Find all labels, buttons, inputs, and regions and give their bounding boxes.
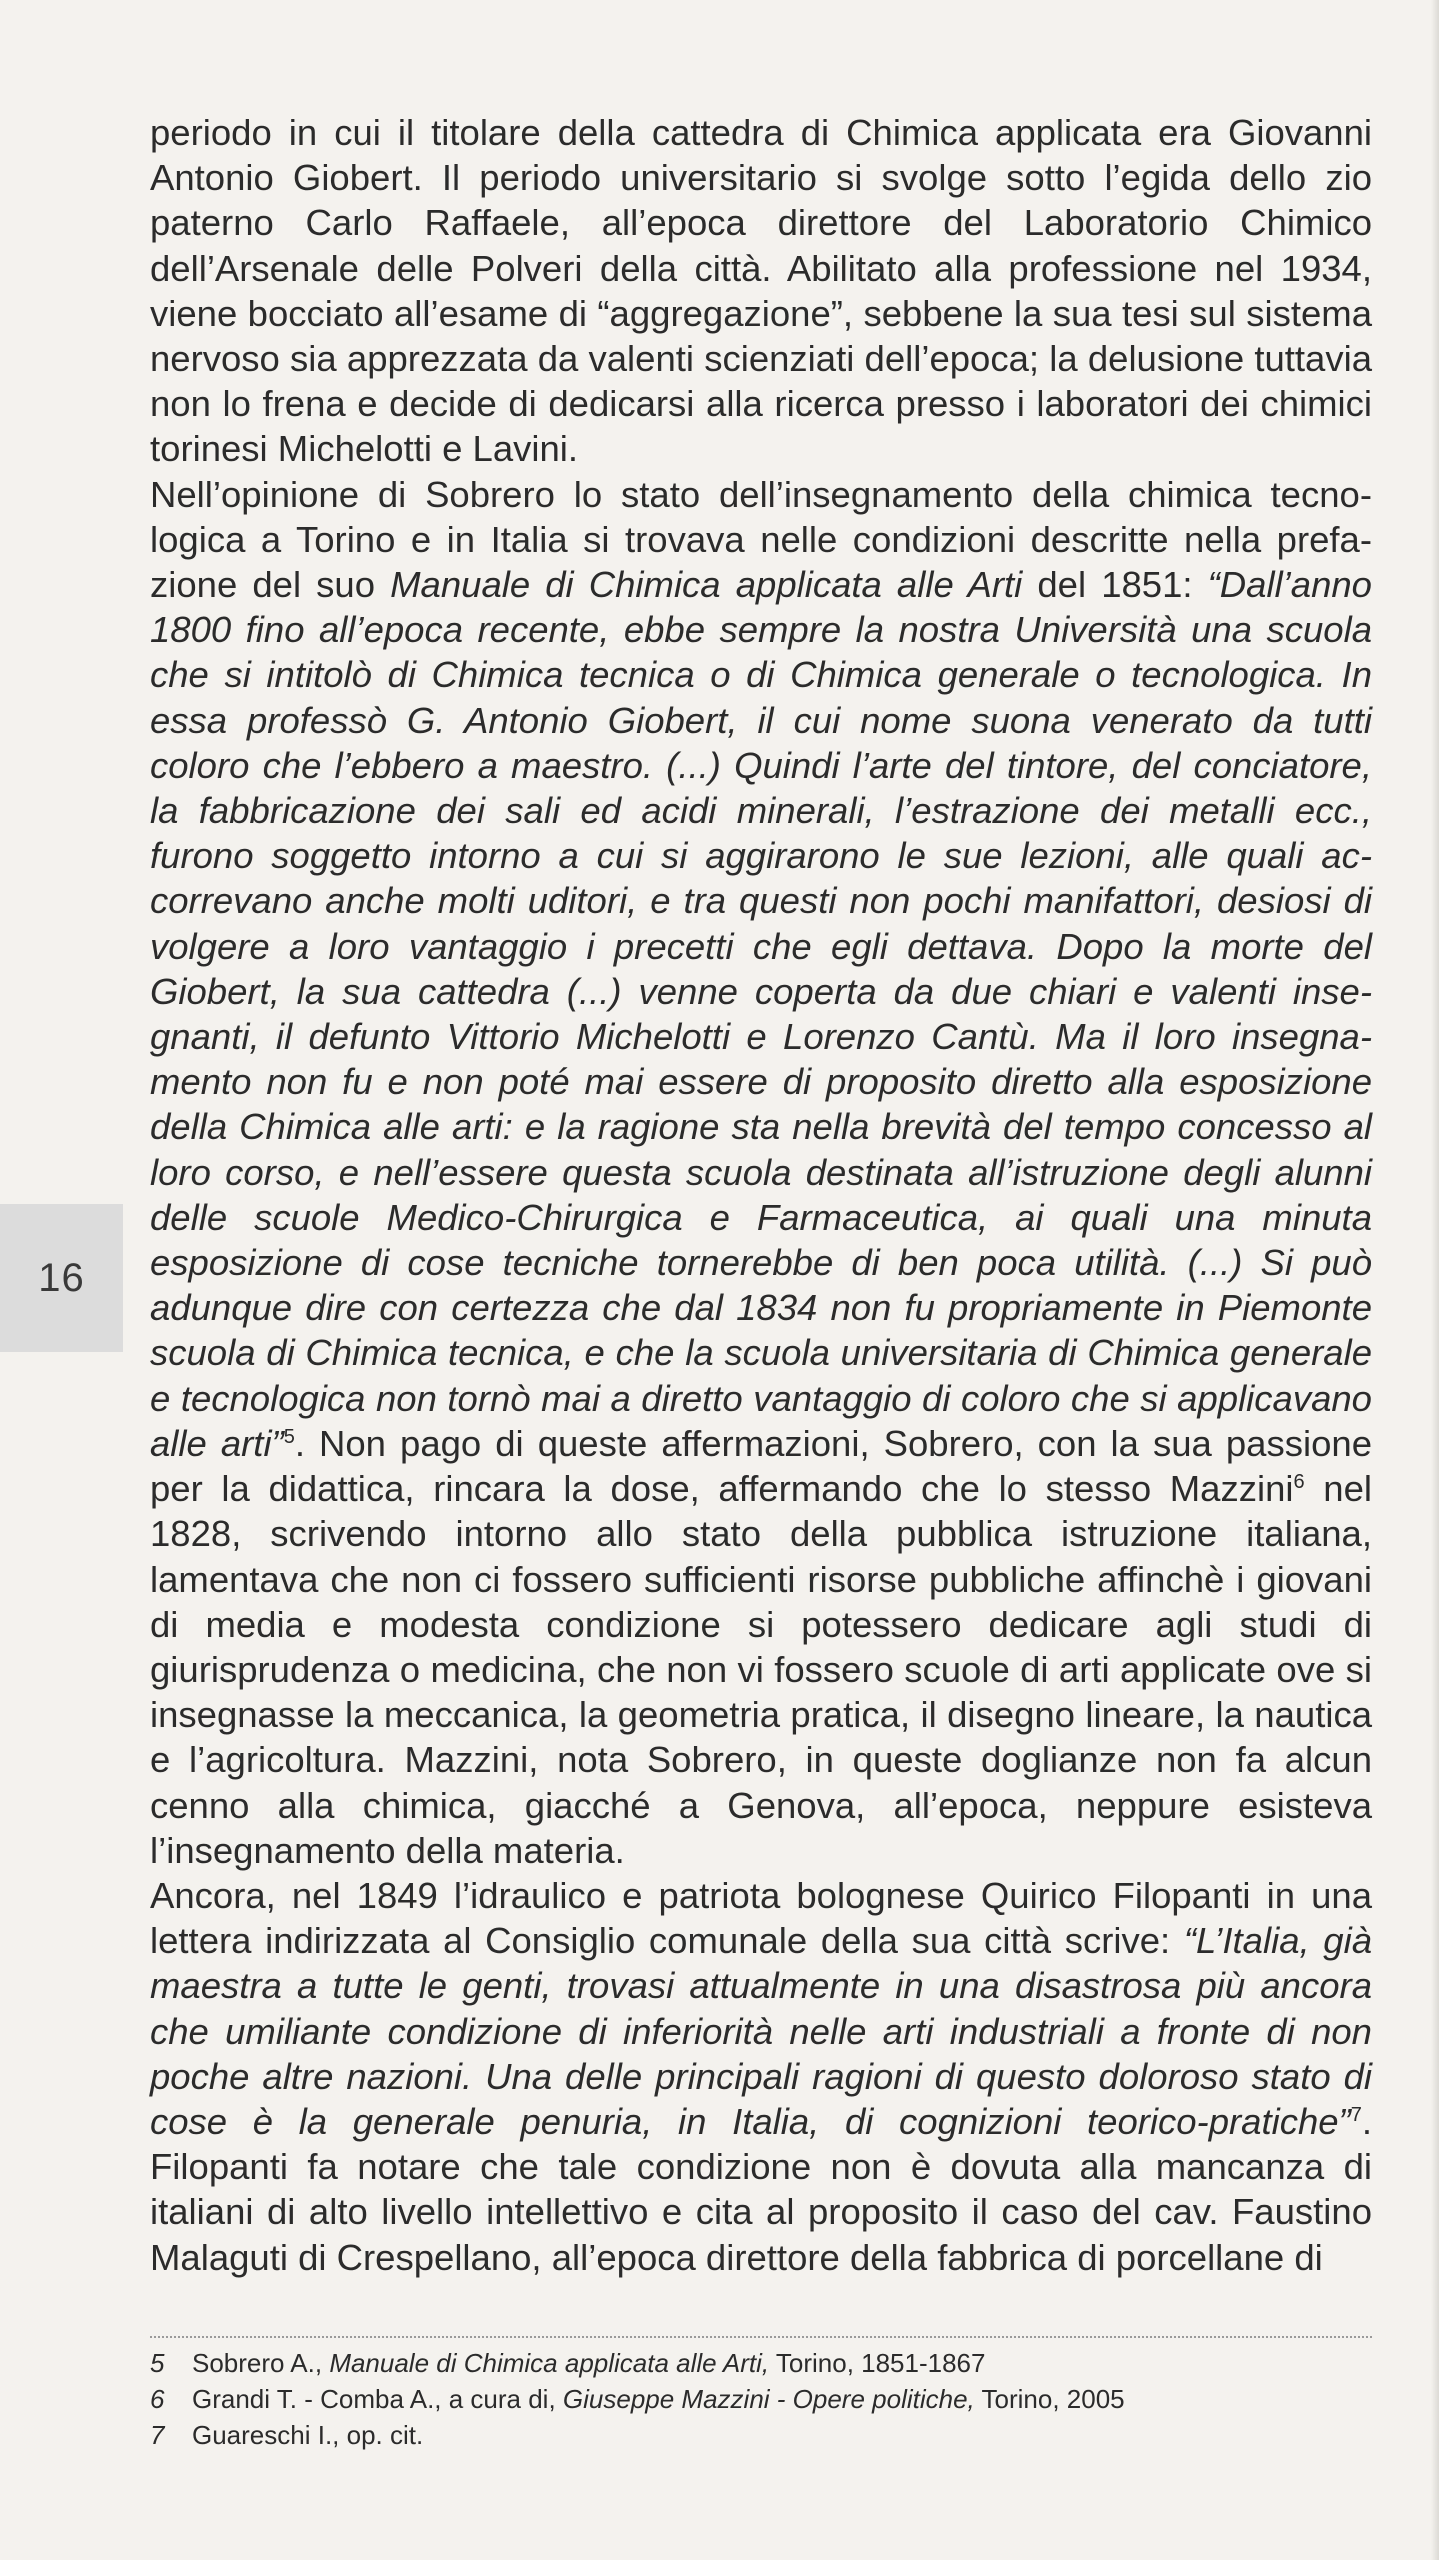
footnote-ref-5: 5 [283,1425,295,1448]
text-segment: nel 1828, scrivendo intorno allo stato della pubblica istruzione italiana, lamentava che non ci fossero sufficienti risorse pubbliche affinchè i giovani di media e modesta condizione si potessero dedicare agli studi di giurisprudenza o medicina, che non vi fossero scuole di arti applicate ove si insegnasse la meccanica, la geometria pratica, il disegno lineare, la nautica e l’agricoltura. Mazzini, nota Sobrero, in queste doglianze non fa alcun cenno alla chimica, giacché a Genova, all’epoca, neppure esisteva l’insegnamento della materia. [150,1468,1372,1871]
page-number: 16 [38,1255,85,1300]
footnote-title: Giuseppe Mazzini - Opere politiche, [562,2384,975,2414]
body-text [150,110,1372,2280]
footnote-divider [150,2336,1372,2338]
footnote-text [192,2381,1125,2417]
text-segment: Nell’opinione di Sobrero lo stato dell’insegnamento della chimica tecnologica a Torino e in Italia si trovava nelle condizioni descritte nella prefazione del suo [150,473,1372,606]
footnote-7 [150,2417,1372,2453]
footnote-segment: Sobrero A., [192,2348,330,2378]
footnote-6 [150,2381,1372,2417]
footnote-number: 6 [150,2384,165,2414]
paragraph-2 [150,472,1372,1873]
text-segment: Ancora, nel 1849 l’idraulico e patriota bolognese Quirico Filopanti in una lettera indirizzata al Consiglio comunale della sua città scrive: [150,1874,1372,1962]
footnote-segment: Torino, 1851-1867 [769,2348,986,2378]
text-segment: periodo in cui il titolare della cattedra di Chimica applicata era Giovanni Antonio Giobert. Il periodo universitario si svolge sotto l’egida dello zio paterno Carlo Raffaele, all’epoca direttore del Laboratorio Chimico dell’Arsenale delle Polveri della città. Abilitato alla professione nel 1934, viene bocciato all’esame di “aggregazione”, sebbene la sua tesi sul sistema nervoso sia apprezzata da valenti scienziati dell’epoca; la delusione tuttavia non lo frena e decide di dedicarsi alla ricerca presso i laboratori dei chimici torinesi Michelotti e Lavini. [150,112,1372,470]
footnote-text [192,2417,423,2453]
footnote-segment: Grandi T. - Comba A., a cura di, [192,2384,563,2414]
italic-text: “L’Italia, già maestra a tutte le genti, trovasi attualmente in una disastrosa più ancora che umiliante condizione di inferiorità nelle arti industriali a fronte di non poche altre nazioni. Una delle principali ragioni di questo doloroso stato di cose è la generale penuria, in Italia, di cognizioni teorico-pratiche” [150,1920,1372,2142]
text-segment: del 1851: [1022,564,1208,606]
italic-text: Manuale di Chimica applicata alle Arti [390,564,1023,606]
footnotes [150,2345,1372,2453]
paragraph-3 [150,1873,1372,2280]
footnote-text [192,2345,985,2381]
footnote-ref-6: 6 [1293,1470,1305,1493]
footnote-segment: Torino, 2005 [974,2384,1125,2414]
footnote-segment: Guareschi I., op. cit. [192,2420,424,2450]
footnote-number: 5 [150,2348,165,2378]
footnote-ref-7: 7 [1350,2103,1362,2126]
paragraph-1 [150,110,1372,472]
page-number-tab [0,1204,123,1352]
footnote-title: Manuale di Chimica applicata alle Arti, [329,2348,770,2378]
page-edge [1431,0,1439,2560]
italic-text: “Dall’anno 1800 fino all’epoca recente, ebbe sempre la nostra Università una scuola che si intitolò di Chimica tecnica o di Chimica generale o tecnologica. In essa professò G. Antonio Giobert, il cui nome suona venerato da tutti coloro che l’ebbero a maestro. (...) Quindi l’arte del tintore, del conciatore, la fabbricazione dei sali ed acidi minerali, l’estrazione dei metalli ecc., furono soggetto intorno a cui si aggirarono le sue lezioni, alle quali accorrevano anche molti uditori, e tra questi non pochi manifattori, desiosi di volgere a loro vantaggio i precetti che egli dettava. Dopo la morte del Giobert, la sua cattedra (...) venne coperta da due chiari e valenti insegnanti, il defunto Vittorio Michelotti e Lorenzo Cantù. Ma il loro insegnamento non fu e non poté mai essere di proposito diretto alla esposizione della Chimica alle arti: e la ragione sta nella brevità del tempo concesso al loro corso, e nell’essere questa scuola destinata all’istruzione degli alunni delle scuole Medico-Chirurgica e Farmaceutica, ai quali una minuta esposizione di cose tecniche tornerebbe di ben poca utilità. (...) Si può adunque dire con certezza che dal 1834 non fu propriamente in Piemonte scuola di Chimica tecnica, e che la scuola universitaria di Chimica generale e tecnologica non tornò mai a diretto vantaggio di coloro che si applicavano alle arti” [150,564,1372,1464]
text-segment: . Filopanti fa notare che tale condizione non è dovuta alla mancanza di italiani di alto livello intellettivo e cita al proposito il caso del cav. Faustino Malaguti di Crespellano, all’epoca direttore della fabbrica di porcellane di [150,2100,1372,2278]
text-segment: . Non pago di queste affermazioni, Sobrero, con la sua passione per la didattica, rincara la dose, affermando che lo stesso Mazzini [150,1422,1372,1510]
footnote-number: 7 [150,2420,165,2450]
footnote-5 [150,2345,1372,2381]
